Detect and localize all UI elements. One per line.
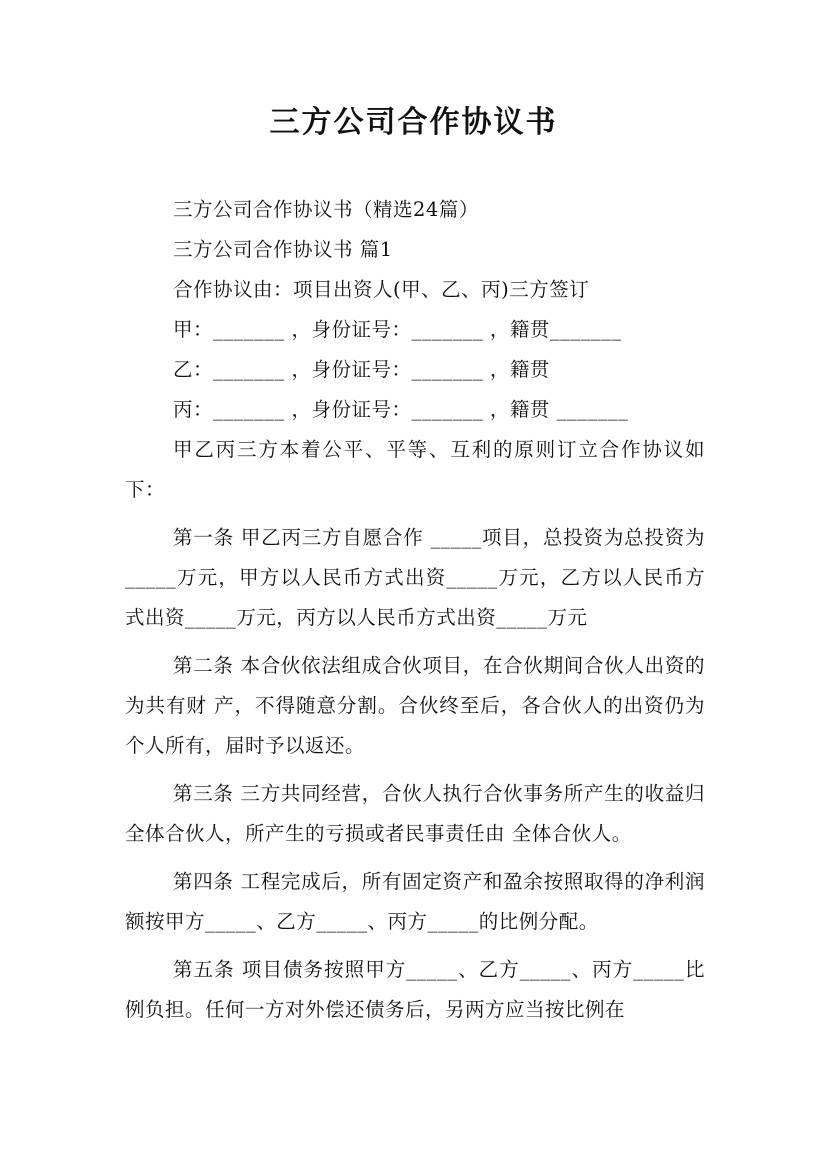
article-1-paragraph: 第一条 甲乙丙三方自愿合作 _____项目，总投资为总投资为_____万元，甲方以人民币方式出资_____万元，乙方以人民币方式出资_____万元，丙方以人民币方式出资_____万元 xyxy=(125,526,705,629)
document-title: 三方公司合作协议书 xyxy=(269,105,558,140)
agreement-intro-line: 合作协议由：项目出资人(甲、乙、丙)三方签订 xyxy=(173,278,590,301)
principle-paragraph: 甲乙丙三方本着公平、平等、互利的原则订立合作协议如下： xyxy=(125,438,705,501)
party-a-line: 甲：_______ ，身份证号：_______ ，籍贯_______ xyxy=(173,318,622,341)
party-b-line: 乙：_______ ，身份证号：_______ ，籍贯 xyxy=(173,358,550,381)
section-heading: 三方公司合作协议书 篇1 xyxy=(173,238,393,261)
article-4-paragraph: 第四条 工程完成后，所有固定资产和盈余按照取得的净利润额按甲方_____、乙方_____、丙方_____的比例分配。 xyxy=(125,870,705,933)
article-3-paragraph: 第三条 三方共同经营，合伙人执行合伙事务所产生的收益归全体合伙人，所产生的亏损或者民事责任由 全体合伙人。 xyxy=(125,782,705,845)
article-2-paragraph: 第二条 本合伙依法组成合伙项目，在合伙期间合伙人出资的为共有财 产，不得随意分割。合伙终至后，各合伙人的出资仍为个人所有，届时予以返还。 xyxy=(125,654,705,757)
party-c-line: 丙：_______ ，身份证号：_______ ，籍贯 _______ xyxy=(173,398,629,421)
article-5-paragraph: 第五条 项目债务按照甲方_____、乙方_____、丙方_____比例负担。任何一方对外偿还债务后，另两方应当按比例在 xyxy=(125,958,705,1021)
subtitle-line: 三方公司合作协议书（精选24篇） xyxy=(173,198,479,221)
document-body xyxy=(125,190,705,1030)
